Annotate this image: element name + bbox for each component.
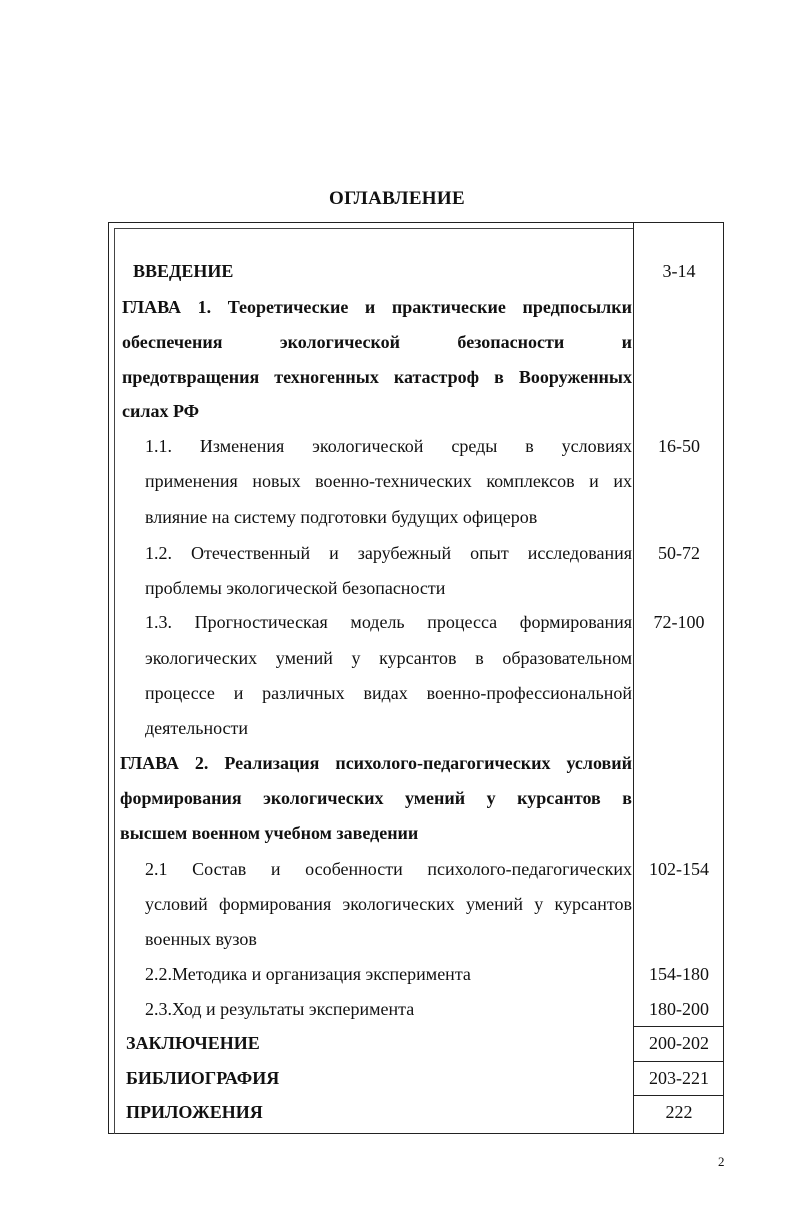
- toc-chapter2-line[interactable]: высшем военном учебном заведении: [120, 823, 419, 843]
- toc-chapter1-line[interactable]: силах РФ: [122, 401, 200, 421]
- toc-section-2-1-line[interactable]: 2.1 Состав и особенности психолого-педагогических: [145, 859, 632, 879]
- page-number: 2: [718, 1154, 725, 1169]
- toc-section-1-3-line[interactable]: 1.3. Прогностическая модель процесса формирования: [145, 612, 632, 632]
- toc-section-1-3-line[interactable]: процессе и различных видах военно-профессиональной: [145, 683, 632, 703]
- toc-section-2-1-line[interactable]: военных вузов: [145, 929, 257, 949]
- inner-border-top: [114, 228, 633, 229]
- toc-chapter2-line[interactable]: ГЛАВА 2. Реализация психолого-педагогических условий: [120, 753, 632, 773]
- toc-intro-label[interactable]: ВВЕДЕНИЕ: [133, 261, 234, 281]
- row-separator: [633, 1026, 724, 1027]
- toc-appendices-label[interactable]: ПРИЛОЖЕНИЯ: [126, 1102, 263, 1122]
- toc-chapter2-line[interactable]: формирования экологических умений у курсантов в: [120, 788, 632, 808]
- toc-section-2-3-label[interactable]: 2.3.Ход и результаты эксперимента: [145, 999, 415, 1019]
- toc-section-1-1-pages: 16-50: [658, 436, 700, 456]
- toc-appendices-pages: 222: [665, 1102, 693, 1122]
- toc-section-1-2-line[interactable]: 1.2. Отечественный и зарубежный опыт исследования: [145, 543, 632, 563]
- toc-chapter1-line[interactable]: ГЛАВА 1. Теоретические и практические предпосылки: [122, 297, 632, 317]
- toc-conclusion-pages: 200-202: [649, 1033, 709, 1053]
- toc-section-1-1-line[interactable]: влияние на систему подготовки будущих офицеров: [145, 507, 538, 527]
- toc-section-1-3-pages: 72-100: [653, 612, 705, 632]
- toc-bibliography-pages: 203-221: [649, 1068, 709, 1088]
- toc-chapter1-line[interactable]: обеспечения экологической безопасности и: [122, 332, 632, 352]
- toc-intro-pages: 3-14: [662, 261, 696, 281]
- row-separator: [633, 1095, 724, 1096]
- page-title: ОГЛАВЛЕНИЕ: [329, 188, 465, 209]
- toc-section-1-3-line[interactable]: деятельности: [145, 718, 249, 738]
- toc-chapter1-line[interactable]: предотвращения техногенных катастроф в Вооруженных: [122, 367, 632, 387]
- toc-section-2-1-pages: 102-154: [649, 859, 709, 879]
- toc-bibliography-label[interactable]: БИБЛИОГРАФИЯ: [126, 1068, 280, 1088]
- toc-section-2-3-pages: 180-200: [649, 999, 709, 1019]
- inner-border-left: [114, 228, 115, 1134]
- toc-section-2-2-pages: 154-180: [649, 964, 709, 984]
- toc-section-2-2-label[interactable]: 2.2.Методика и организация эксперимента: [145, 964, 471, 984]
- toc-section-1-2-line[interactable]: проблемы экологической безопасности: [145, 578, 446, 598]
- row-separator: [633, 1061, 724, 1062]
- toc-section-1-1-line[interactable]: 1.1. Изменения экологической среды в условиях: [145, 436, 632, 456]
- toc-section-1-3-line[interactable]: экологических умений у курсантов в образовательном: [145, 648, 632, 668]
- toc-section-2-1-line[interactable]: условий формирования экологических умений у курсантов: [145, 894, 632, 914]
- toc-conclusion-label[interactable]: ЗАКЛЮЧЕНИЕ: [126, 1033, 260, 1053]
- toc-section-1-2-pages: 50-72: [658, 543, 700, 563]
- toc-section-1-1-line[interactable]: применения новых военно-технических комплексов и их: [145, 471, 632, 491]
